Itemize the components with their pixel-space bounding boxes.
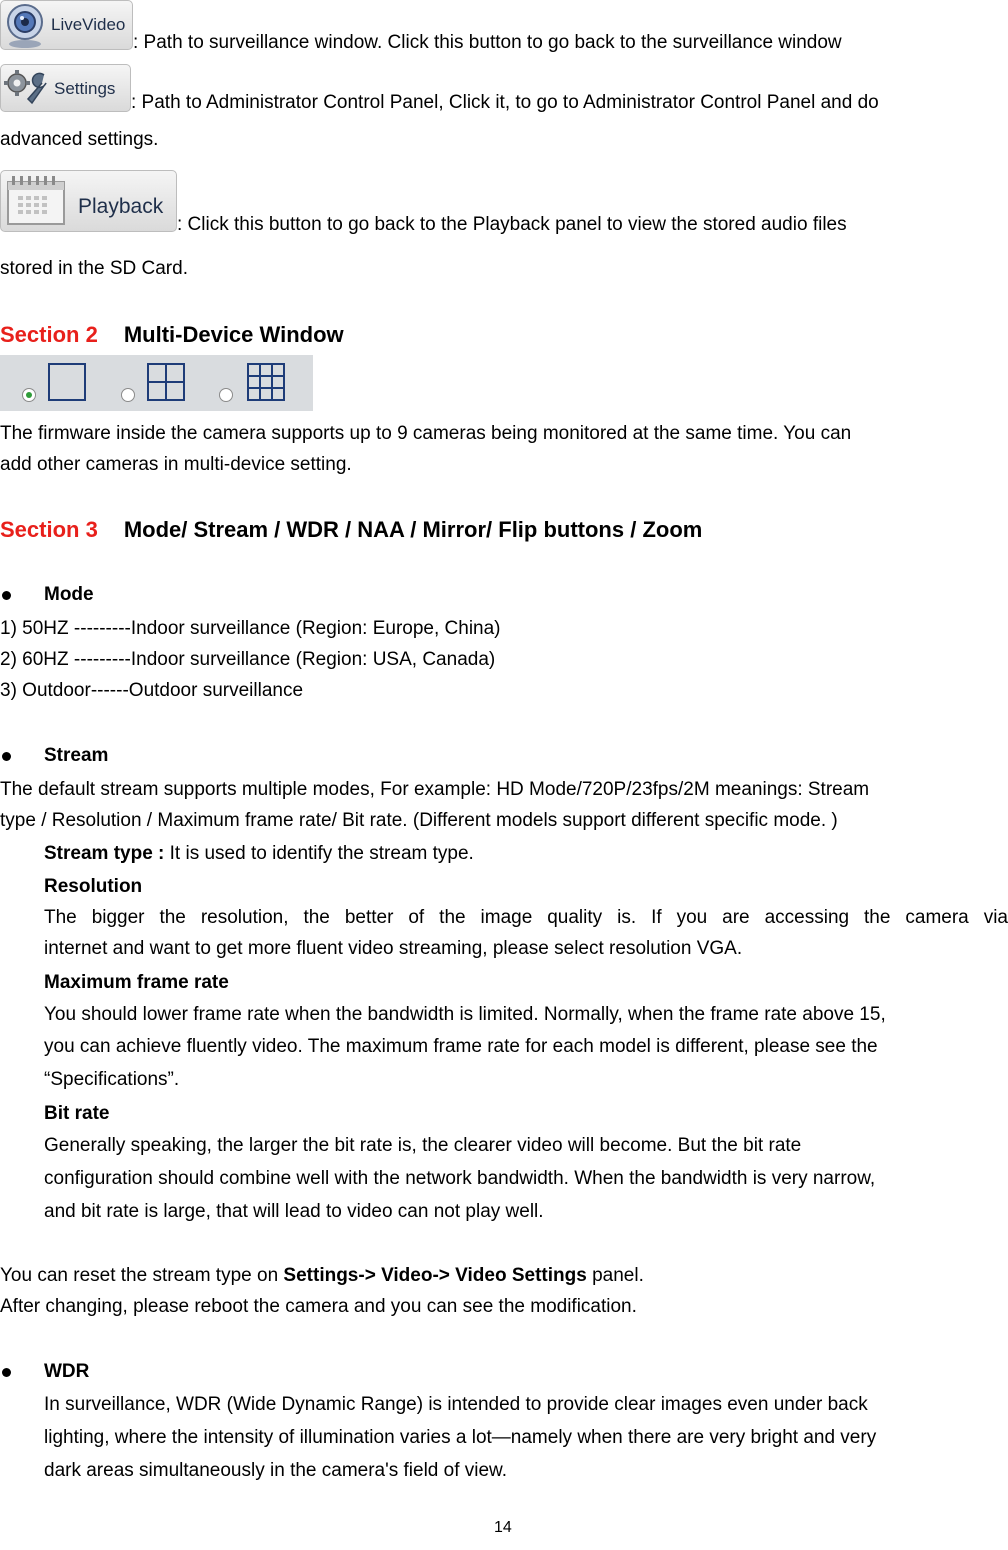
section2-heading — [0, 322, 344, 350]
stream-intro-line2: type / Resolution / Maximum frame rate/ Bit rate. (Different models support different specific mode. ) — [0, 810, 838, 831]
wdr-bullet — [2, 1368, 11, 1377]
livevideo-description: : Path to surveillance window. Click this button to go back to the surveillance window — [133, 32, 842, 53]
playback-label: Playback — [78, 195, 164, 218]
section2-title: Multi-Device Window — [123, 322, 344, 347]
playback-description: : Click this button to go back to the Playback panel to view the stored audio files — [177, 214, 847, 235]
section3-heading — [0, 517, 702, 545]
stream-reset-prefix: You can reset the stream type on — [0, 1265, 284, 1286]
section2-body-line1: The firmware inside the camera supports up to 9 cameras being monitored at the same time. You can — [0, 423, 852, 444]
framerate-heading: Maximum frame rate — [44, 972, 229, 993]
stream-reset-line — [0, 1265, 644, 1287]
bitrate-text-line2: configuration should combine well with the network bandwidth. When the bandwidth is very narrow, — [44, 1168, 876, 1189]
nine-view-radio[interactable] — [219, 388, 233, 402]
mode-item-3: 3) Outdoor------Outdoor surveillance — [0, 680, 304, 701]
stream-reset-path: Settings-> Video-> Video Settings — [283, 1265, 587, 1286]
resolution-text-line1: The bigger the resolution, the better of the image quality is. If you are accessing the camera via — [44, 907, 1008, 928]
settings-description: : Path to Administrator Control Panel, Click it, to go to Administrator Control Panel and do — [131, 92, 879, 113]
wdr-text-line3: dark areas simultaneously in the camera's field of view. — [44, 1460, 508, 1481]
wdr-text-line2: lighting, where the intensity of illumination varies a lot—namely when there are very bright and very — [44, 1427, 877, 1448]
mode-heading: Mode — [44, 584, 94, 605]
single-view-radio[interactable] — [22, 388, 36, 402]
quad-view-radio[interactable] — [121, 388, 135, 402]
mode-item-1: 1) 50HZ ---------Indoor surveillance (Region: Europe, China) — [0, 618, 501, 639]
section2-number: Section 2 — [0, 322, 98, 347]
wrench-gear-icon — [4, 69, 50, 109]
stream-type-line — [44, 843, 474, 865]
framerate-text-line3: “Specifications”. — [44, 1069, 180, 1090]
bitrate-heading: Bit rate — [44, 1103, 110, 1124]
bitrate-text-line1: Generally speaking, the larger the bit rate is, the clearer video will become. But the bit rate — [44, 1135, 802, 1156]
stream-reset-suffix: panel. — [586, 1265, 644, 1286]
resolution-text-line2: internet and want to get more fluent video streaming, please select resolution VGA. — [44, 938, 743, 959]
section3-number: Section 3 — [0, 517, 98, 542]
stream-type-label: Stream type : — [44, 843, 165, 864]
section3-title: Mode/ Stream / WDR / NAA / Mirror/ Flip buttons / Zoom — [123, 517, 703, 542]
stream-bullet — [2, 752, 11, 761]
nine-view-icon — [247, 363, 287, 403]
wdr-text-line1: In surveillance, WDR (Wide Dynamic Range) is intended to provide clear images even under back — [44, 1394, 868, 1415]
livevideo-button[interactable] — [0, 0, 133, 50]
single-view-icon — [48, 363, 88, 403]
settings-description-continued: advanced settings. — [0, 129, 159, 150]
calendar-icon — [6, 176, 68, 226]
mode-bullet — [2, 591, 11, 600]
multi-device-selector — [0, 355, 313, 411]
settings-label: Settings — [54, 79, 116, 98]
wdr-heading: WDR — [44, 1361, 90, 1382]
playback-description-continued: stored in the SD Card. — [0, 258, 188, 279]
stream-type-text: It is used to identify the stream type. — [164, 843, 474, 864]
resolution-heading: Resolution — [44, 876, 143, 897]
stream-reboot-note: After changing, please reboot the camera and you can see the modification. — [0, 1296, 637, 1317]
mode-item-2: 2) 60HZ ---------Indoor surveillance (Region: USA, Canada) — [0, 649, 496, 670]
settings-button[interactable] — [0, 64, 131, 112]
page-number: 14 — [494, 1519, 512, 1536]
playback-button[interactable] — [0, 170, 177, 232]
section2-body-line2: add other cameras in multi-device setting. — [0, 454, 352, 475]
bitrate-text-line3: and bit rate is large, that will lead to video can not play well. — [44, 1201, 544, 1222]
webcam-icon — [3, 3, 49, 49]
framerate-text-line1: You should lower frame rate when the bandwidth is limited. Normally, when the frame rate above 15, — [44, 1004, 886, 1025]
stream-heading: Stream — [44, 745, 109, 766]
livevideo-label: LiveVideo — [51, 15, 126, 34]
stream-intro-line1: The default stream supports multiple modes, For example: HD Mode/720P/23fps/2M meanings: Stream — [0, 779, 870, 800]
framerate-text-line2: you can achieve fluently video. The maximum frame rate for each model is different, please see the — [44, 1036, 878, 1057]
quad-view-icon — [147, 363, 187, 403]
